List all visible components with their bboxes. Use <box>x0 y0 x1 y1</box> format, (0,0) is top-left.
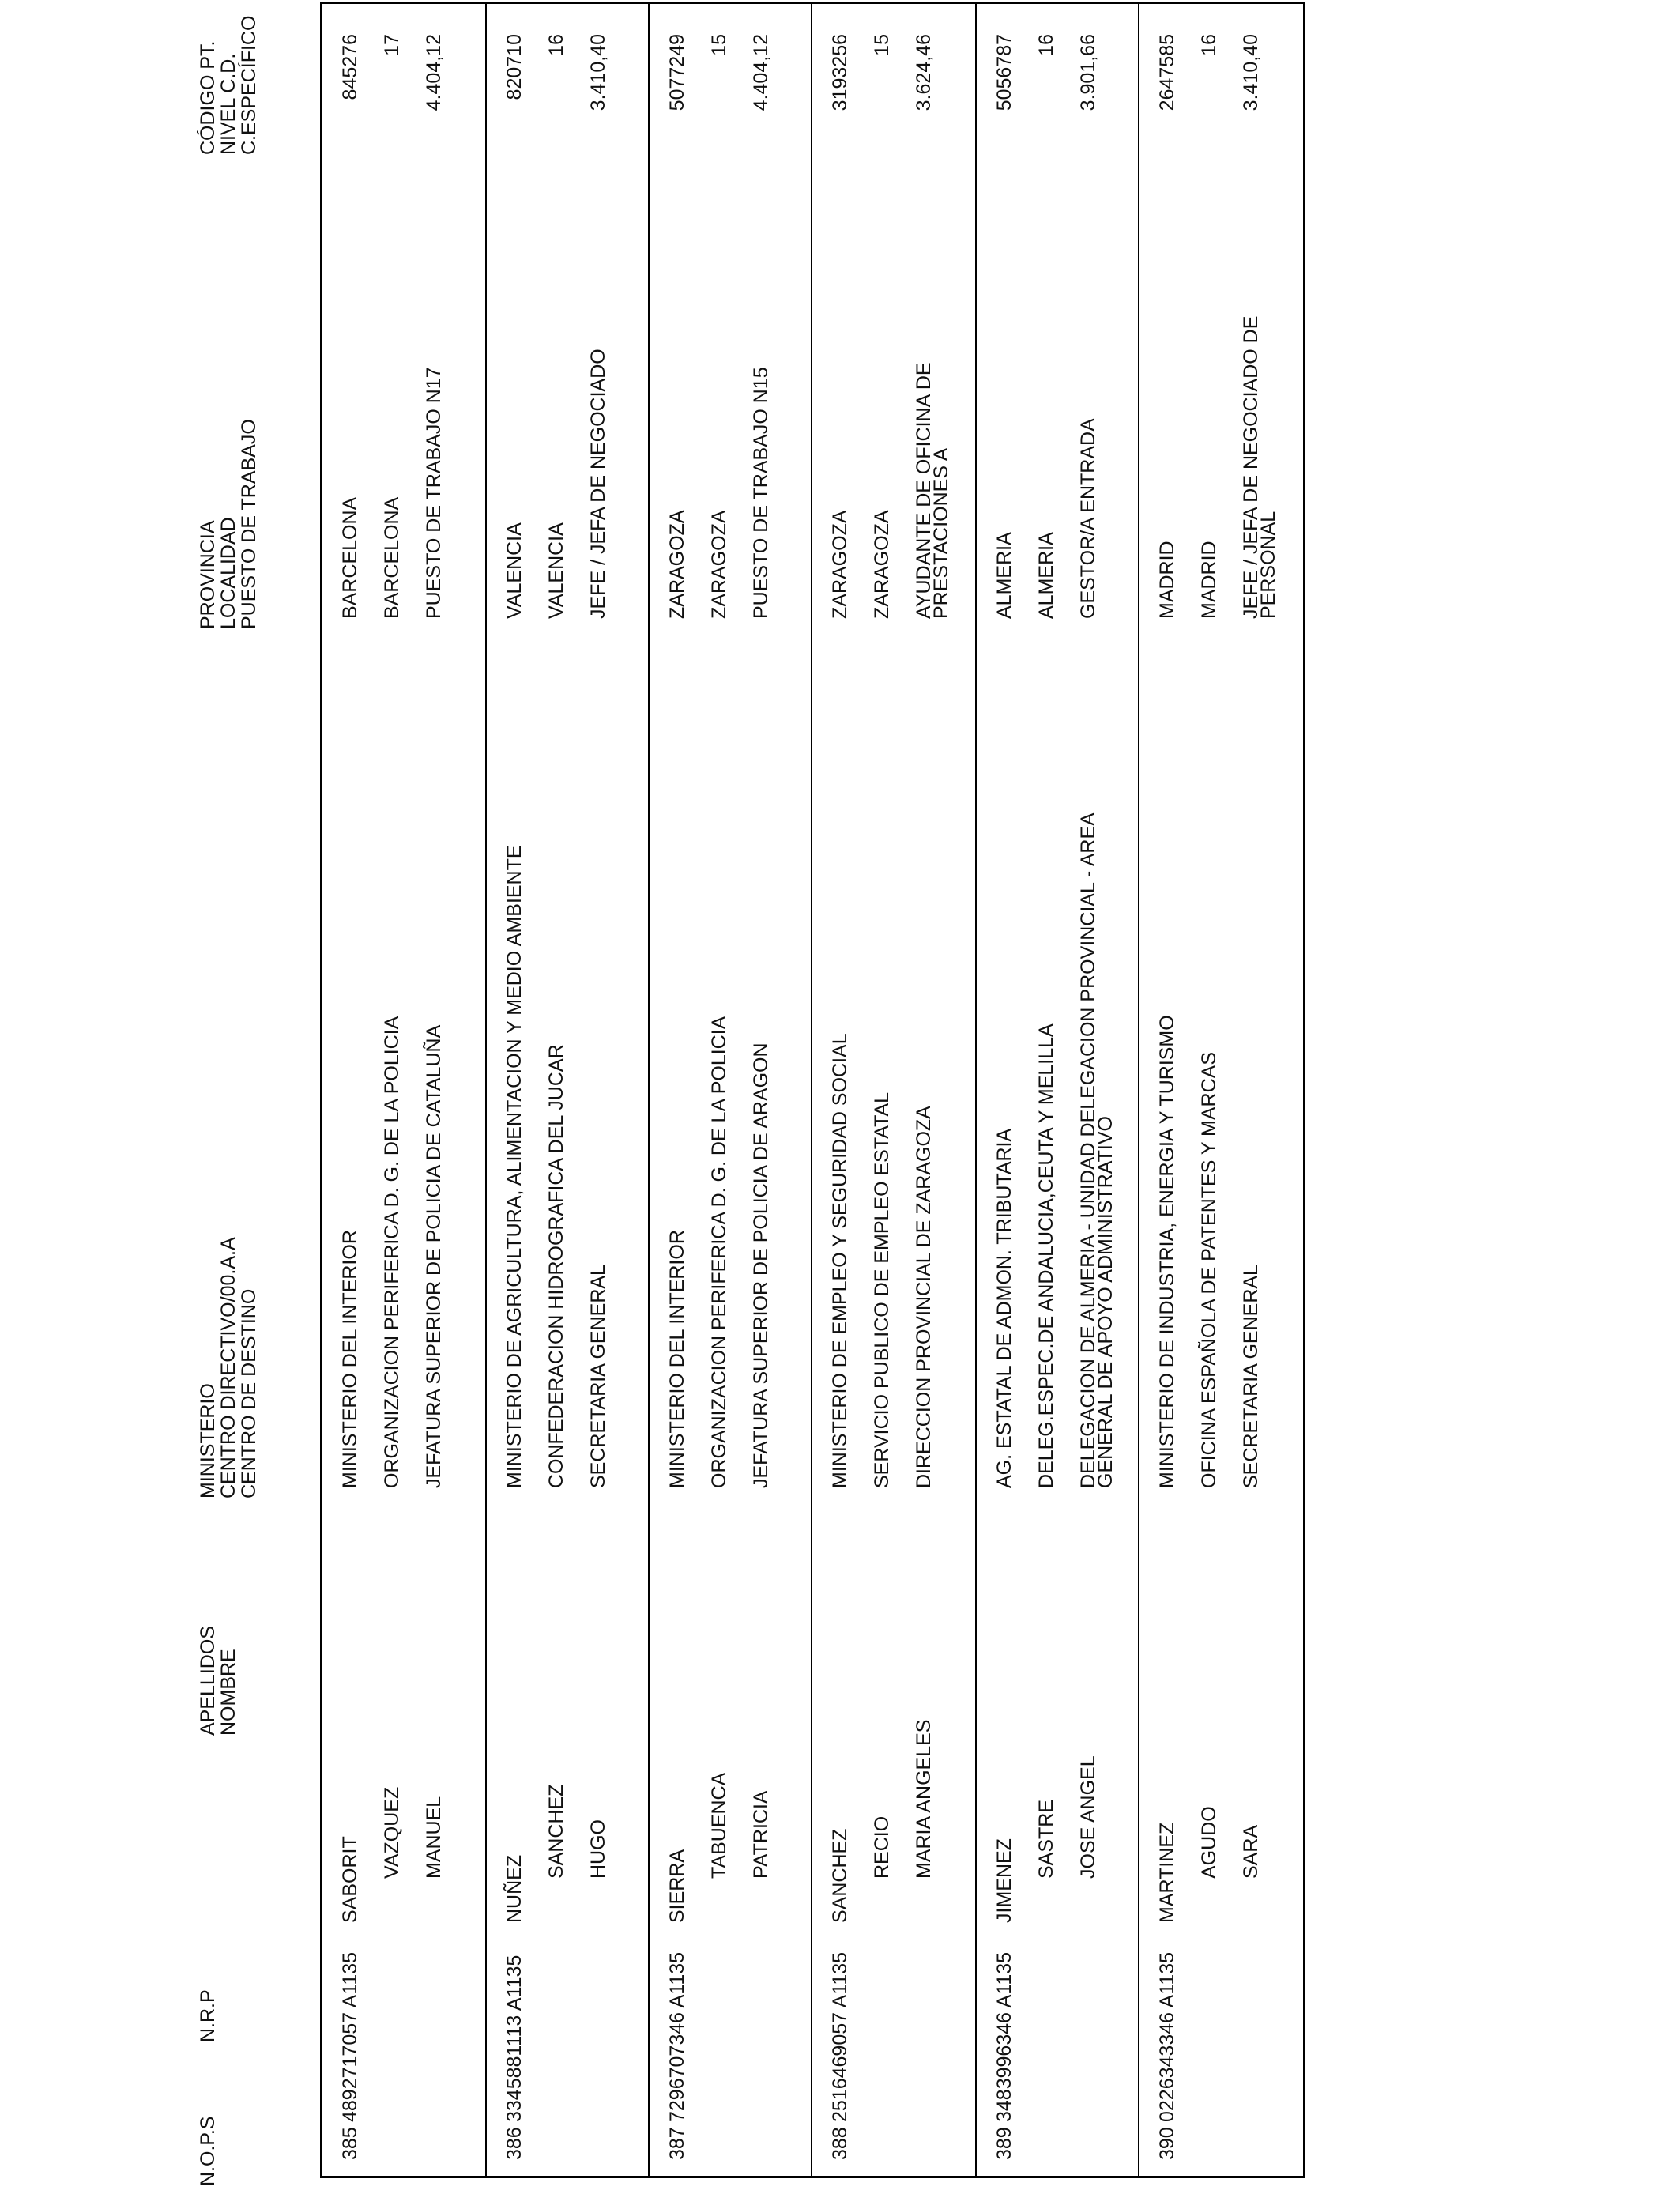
position-code: 5056787 <box>993 34 1015 111</box>
table-row <box>811 4 974 2176</box>
specific-complement: 4.404,12 <box>750 34 772 111</box>
position-code: 2647585 <box>1156 34 1178 111</box>
destination-center: SECRETARIA GENERAL <box>587 1265 609 1488</box>
ministry-name: MINISTERIO DE EMPLEO Y SEGURIDAD SOCIAL <box>829 1033 851 1488</box>
nrp-code: 3345881113 A1135 <box>503 1955 525 2122</box>
nrp-code: 3483996346 A1135 <box>993 1951 1015 2122</box>
specific-complement: 3.624,46 <box>913 34 935 111</box>
given-name: PATRICIA <box>750 1790 772 1879</box>
directive-center: CONFEDERACION HIDROGRAFICA DEL JUCAR <box>545 1044 567 1488</box>
nrp-code: 7296707346 A1135 <box>666 1951 688 2122</box>
destination-center: JEFATURA SUPERIOR DE POLICIA DE CATALUÑA <box>423 1024 445 1488</box>
job-position: AYUDANTE DE OFICINA DE <box>913 362 935 619</box>
given-name: SARA <box>1240 1824 1262 1879</box>
destination-center: JEFATURA SUPERIOR DE POLICIA DE ARAGON <box>750 1042 772 1488</box>
directive-center: ORGANIZACION PERIFERICA D. G. DE LA POLICIA <box>708 1016 730 1488</box>
specific-complement: 3.901,66 <box>1077 34 1099 111</box>
position-code: 845276 <box>339 34 361 100</box>
destination-level: 15 <box>708 34 730 56</box>
first-surname: SIERRA <box>666 1849 688 1923</box>
second-surname: AGUDO <box>1198 1806 1220 1879</box>
job-position: PUESTO DE TRABAJO N17 <box>423 367 445 619</box>
ministry-name: AG. ESTATAL DE ADMON. TRIBUTARIA <box>993 1128 1015 1488</box>
position-code: 5077249 <box>666 34 688 111</box>
locality: BARCELONA <box>381 496 403 619</box>
job-position: JEFE / JEFA DE NEGOCIADO <box>587 349 609 619</box>
second-surname: RECIO <box>871 1815 893 1879</box>
nrp-code: 4892717057 A1135 <box>339 1951 361 2122</box>
table-row <box>322 4 485 2176</box>
province: ALMERIA <box>993 532 1015 619</box>
locality: ZARAGOZA <box>871 510 893 619</box>
job-position: PERSONAL <box>1257 511 1279 619</box>
given-name: MARIA ANGELES <box>913 1719 935 1879</box>
ministry-name: MINISTERIO DE AGRICULTURA, ALIMENTACION Y MEDIO AMBIENTE <box>503 845 525 1488</box>
nops-number: 385 <box>339 2127 361 2160</box>
specific-complement: 3.410,40 <box>1240 34 1262 111</box>
nops-number: 388 <box>829 2127 851 2160</box>
header-nrp: N.R.P <box>197 1989 219 2042</box>
given-name: JOSE ANGEL <box>1077 1755 1099 1879</box>
specific-complement: 3.410,40 <box>587 34 609 111</box>
header-nops: N.O.P.S <box>197 2116 219 2186</box>
second-surname: TABUENCA <box>708 1772 730 1879</box>
table-row <box>648 4 811 2176</box>
records-table <box>320 2 1305 2178</box>
nrp-code: 0226343346 A1135 <box>1156 1951 1178 2122</box>
directive-center: OFICINA ESPAÑOLA DE PATENTES Y MARCAS <box>1198 1051 1220 1488</box>
first-surname: JIMENEZ <box>993 1838 1015 1923</box>
given-name: HUGO <box>587 1819 609 1879</box>
province: ZARAGOZA <box>829 510 851 619</box>
destination-center: DIRECCION PROVINCIAL DE ZARAGOZA <box>913 1106 935 1488</box>
destination-level: 16 <box>545 34 567 56</box>
directive-center: ORGANIZACION PERIFERICA D. G. DE LA POLICIA <box>381 1016 403 1488</box>
given-name: MANUEL <box>423 1796 445 1879</box>
ministry-name: MINISTERIO DEL INTERIOR <box>339 1230 361 1488</box>
nops-number: 389 <box>993 2127 1015 2160</box>
province: VALENCIA <box>503 522 525 619</box>
province: MADRID <box>1156 541 1178 619</box>
first-surname: NUÑEZ <box>503 1854 525 1923</box>
table-row <box>975 4 1138 2176</box>
header-apellidos: APELLIDOS NOMBRE <box>197 1626 239 1736</box>
job-position: JEFE / JEFA DE NEGOCIADO DE <box>1240 315 1262 619</box>
first-surname: SABORIT <box>339 1836 361 1923</box>
destination-center: SECRETARIA GENERAL <box>1240 1265 1262 1488</box>
destination-center: DELEGACION DE ALMERIA - UNIDAD DELEGACION PROVINCIAL - AREA <box>1077 812 1099 1488</box>
locality: ALMERIA <box>1035 532 1057 619</box>
destination-level: 15 <box>871 34 893 56</box>
header-codigo: CÓDIGO PT. NIVEL C.D. C.ESPECÍFICO <box>197 15 260 155</box>
ministry-name: MINISTERIO DE INDUSTRIA, ENERGIA Y TURISMO <box>1156 1015 1178 1488</box>
directive-center: DELEG.ESPEC.DE ANDALUCIA,CEUTA Y MELILLA <box>1035 1023 1057 1488</box>
nrp-code: 2516469057 A1135 <box>829 1951 851 2122</box>
table-row <box>1138 4 1303 2176</box>
locality: VALENCIA <box>545 522 567 619</box>
locality: ZARAGOZA <box>708 510 730 619</box>
nops-number: 387 <box>666 2127 688 2160</box>
destination-level: 16 <box>1035 34 1057 56</box>
job-position: PUESTO DE TRABAJO N15 <box>750 367 772 619</box>
destination-level: 16 <box>1198 34 1220 56</box>
header-ministerio: MINISTERIO CENTRO DIRECTIVO/00.A.A CENTRO DE DESTINO <box>197 1237 260 1498</box>
position-code: 3193256 <box>829 34 851 111</box>
header-provincia: PROVINCIA LOCALIDAD PUESTO DE TRABAJO <box>197 419 260 629</box>
nops-number: 386 <box>503 2127 525 2160</box>
second-surname: SASTRE <box>1035 1799 1057 1879</box>
first-surname: SANCHEZ <box>829 1828 851 1923</box>
ministry-name: MINISTERIO DEL INTERIOR <box>666 1230 688 1488</box>
second-surname: VAZQUEZ <box>381 1786 403 1879</box>
first-surname: MARTINEZ <box>1156 1822 1178 1923</box>
directive-center: SERVICIO PUBLICO DE EMPLEO ESTATAL <box>871 1091 893 1488</box>
specific-complement: 4.404,12 <box>423 34 445 111</box>
position-code: 820710 <box>503 34 525 100</box>
nops-number: 390 <box>1156 2127 1178 2160</box>
job-position: GESTOR/A ENTRADA <box>1077 418 1099 619</box>
destination-center: GENERAL DE APOYO ADMINISTRATIVO <box>1094 1116 1117 1488</box>
destination-level: 17 <box>381 34 403 56</box>
second-surname: SANCHEZ <box>545 1784 567 1879</box>
locality: MADRID <box>1198 541 1220 619</box>
table-header <box>198 0 316 2194</box>
job-position: PRESTACIONES A <box>930 447 952 619</box>
province: ZARAGOZA <box>666 510 688 619</box>
table-row <box>485 4 648 2176</box>
province: BARCELONA <box>339 496 361 619</box>
